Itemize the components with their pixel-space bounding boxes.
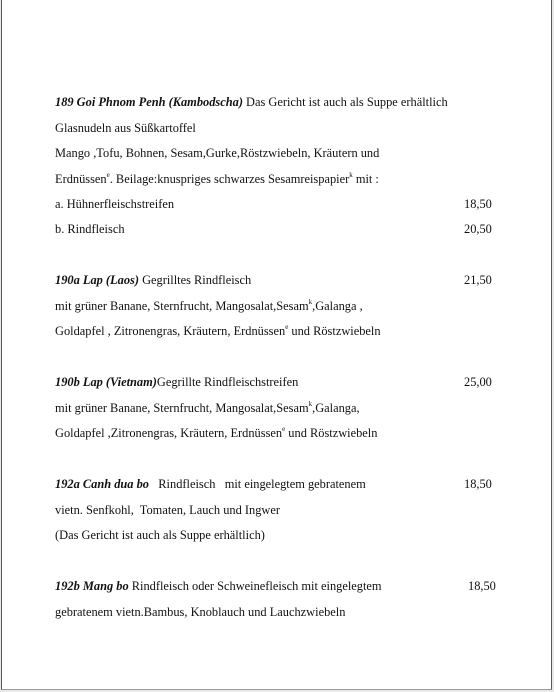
desc-text: mit grüner Banane, Sternfrucht, Mangosalat,Sesam (55, 401, 309, 415)
item-189-option-a: a. Hühnerfleischstreifen (55, 197, 175, 211)
item-189-price-b: 20,50 (464, 222, 492, 236)
desc-text: und Röstzwiebeln (288, 324, 381, 338)
item-190a-desc-line-1 (55, 298, 363, 314)
item-192a-name: 192a Canh dua bo (55, 477, 149, 491)
desc-text: ,Galanga, (312, 401, 360, 415)
item-192b-desc-line-1: gebratenem vietn.Bambus, Knoblauch und Lauchzwiebeln (55, 605, 346, 619)
item-192b-note: Rindfleisch oder Schweinefleisch mit eingelegtem (128, 579, 382, 593)
allergen-marker: e (106, 170, 110, 179)
item-190b-price: 25,00 (464, 375, 492, 389)
allergen-marker: e (282, 424, 286, 433)
desc-text: Goldapfel , Zitronengras, Kräutern, Erdnüssen (55, 324, 286, 338)
desc-text: mit grüner Banane, Sternfrucht, Mangosalat,Sesam (55, 299, 309, 313)
item-190a-note: Gegrilltes Rindfleisch (138, 273, 252, 287)
desc-text: Erdnüssen (55, 172, 107, 186)
item-192a-title-line (55, 476, 366, 492)
item-190a-name: 190a Lap (Laos) (55, 273, 139, 287)
item-192b-price: 18,50 (468, 579, 496, 593)
item-189-title-line (55, 94, 448, 110)
allergen-marker: k (308, 297, 313, 306)
item-189-desc-line-1: Glasnudeln aus Süßkartoffel (55, 121, 196, 135)
desc-text: . Beilage:knuspriges schwarzes Sesamreispapier (109, 172, 350, 186)
menu-page (1, 0, 552, 690)
item-190b-desc-line-2 (55, 425, 377, 441)
item-190a-price: 21,50 (464, 273, 492, 287)
allergen-marker: k (349, 170, 353, 179)
item-192a-desc-line-1: vietn. Senfkohl, Tomaten, Lauch und Ingwer (55, 503, 280, 517)
item-190b-note: Gegrillte Rindfleischstreifen (156, 375, 299, 389)
item-189-option-b: b. Rindfleisch (55, 222, 125, 236)
item-189-name: 189 Goi Phnom Penh (Kambodscha) (55, 95, 243, 109)
item-192a-price: 18,50 (464, 477, 492, 491)
desc-text: und Röstzwiebeln (285, 426, 378, 440)
item-189-desc-line-2: Mango ,Tofu, Bohnen, Sesam,Gurke,Röstzwiebeln, Kräutern und (55, 146, 380, 160)
item-190a-desc-line-2 (55, 323, 381, 339)
item-189-price-a: 18,50 (464, 197, 492, 211)
item-189-desc-line-3 (55, 171, 379, 187)
desc-text: Goldapfel ,Zitronengras, Kräutern, Erdnüssen (55, 426, 283, 440)
allergen-marker: e (285, 322, 289, 331)
desc-text: ,Galanga , (312, 299, 363, 313)
desc-text: mit : (352, 172, 379, 186)
item-192a-note: Rindfleisch mit eingelegtem gebratenem (149, 477, 366, 491)
item-190b-name: 190b Lap (Vietnam) (55, 375, 157, 389)
allergen-marker: k (308, 399, 313, 408)
item-192b-name: 192b Mang bo (55, 579, 129, 593)
item-192a-desc-line-2: (Das Gericht ist auch als Suppe erhältlich) (55, 528, 265, 542)
item-189-note: Das Gericht ist auch als Suppe erhältlich (242, 95, 448, 109)
item-190b-desc-line-1 (55, 400, 360, 416)
item-190b-title-line (55, 374, 298, 390)
item-192b-title-line (55, 578, 382, 594)
item-190a-title-line (55, 272, 251, 288)
